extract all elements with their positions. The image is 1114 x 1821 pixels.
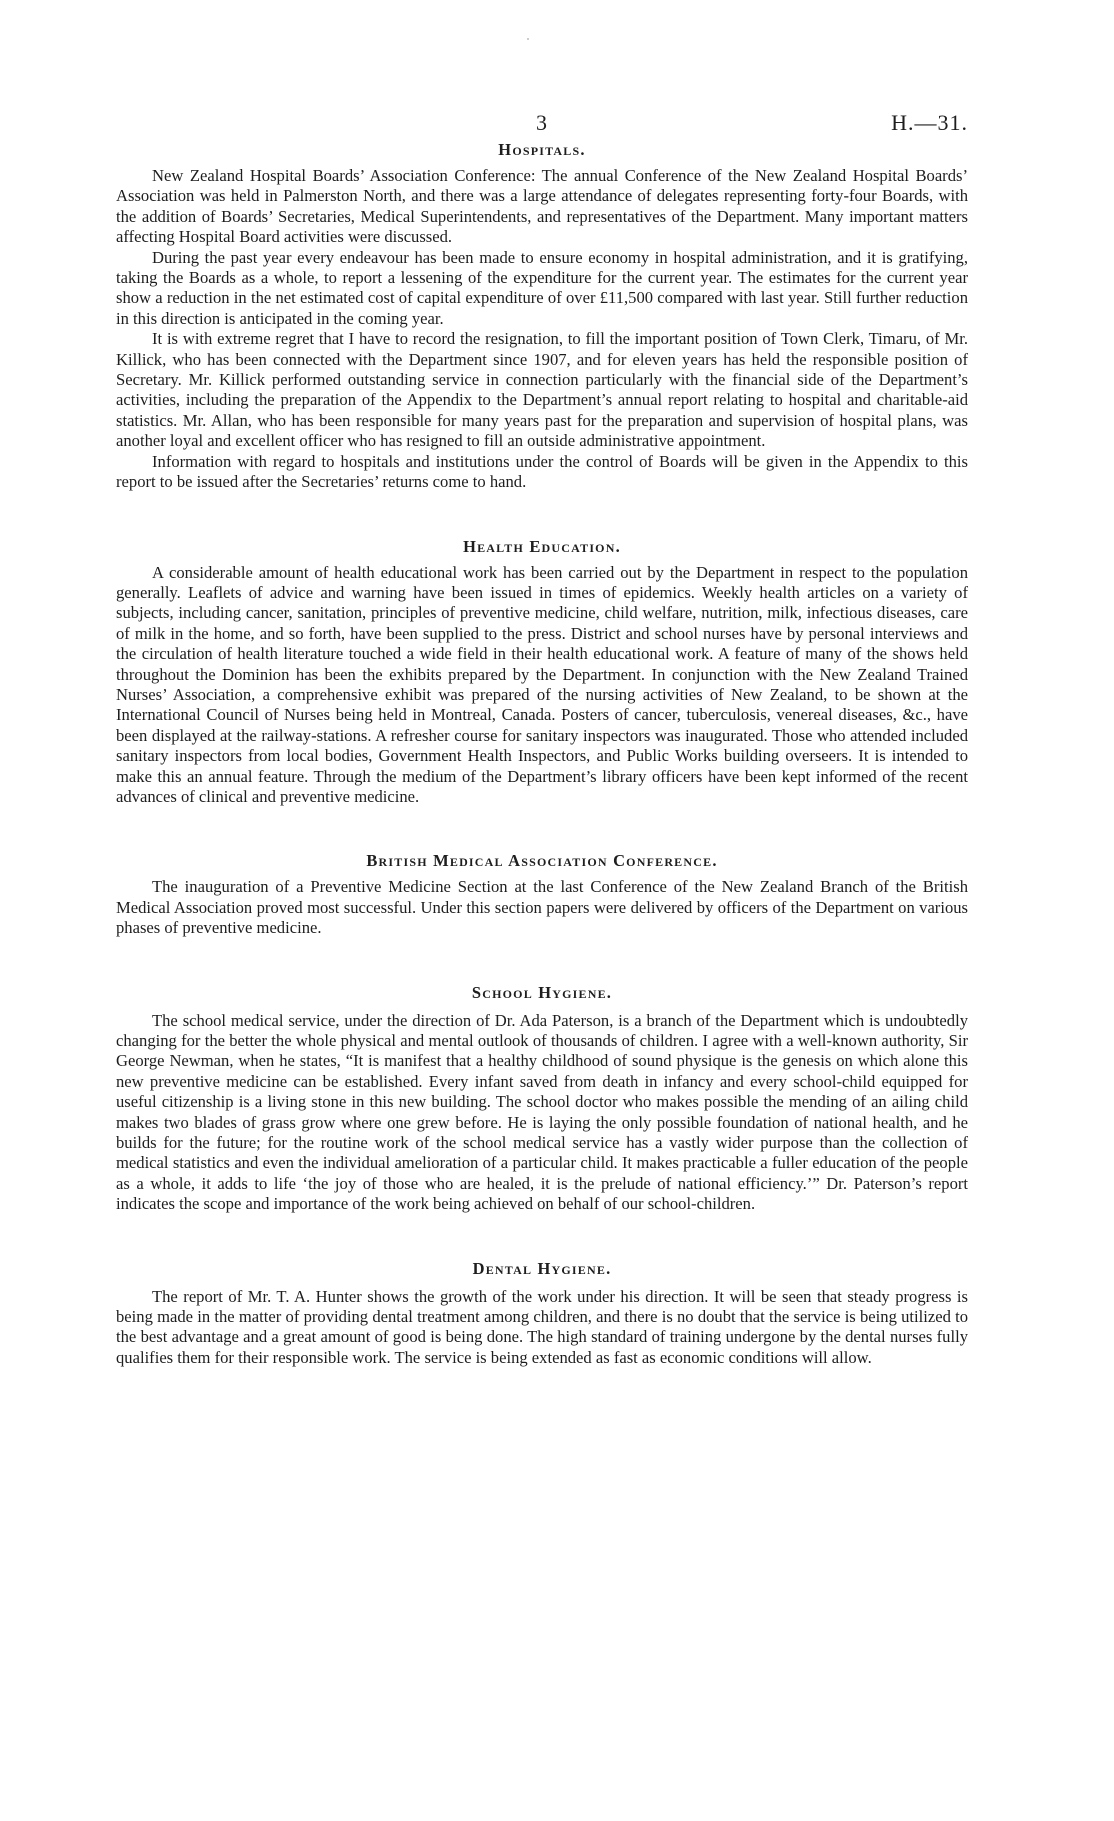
- page-number: 3: [536, 110, 548, 135]
- section-title: British Medical Association Conference.: [366, 851, 718, 871]
- paragraph: During the past year every endeavour has been made to ensure economy in hospital administration, and it is gratifying, taking the Boards as a whole, to report a lessening of the expenditure for the current year. The estimates for the current year show a reduction in the net estimated cost of capital expenditure of over £11,500 compared with last year. Still further reduction in this direction is anticipated in the coming year.: [116, 247, 968, 328]
- paragraph: It is with extreme regret that I have to record the resignation, to fill the important position of Town Clerk, Timaru, of Mr. Killick, who has been connected with the Department since 1907, and for eleven years has held the responsible position of Secretary. Mr. Killick performed outstanding service in connection particularly with the financial side of the Department’s activities, including the preparation of the Appendix to the Department’s annual report relating to hospital and charitable-aid statistics. Mr. Allan, who has been responsible for many years past for the preparation and supervision of hospital plans, was another loyal and excellent officer who has resigned to fill an outside administrative appointment.: [116, 329, 968, 451]
- section-bma-conference: [116, 851, 968, 938]
- section-dental-hygiene: [116, 1259, 968, 1369]
- section-title: Health Education.: [463, 536, 621, 556]
- document-page: [116, 104, 968, 1368]
- scan-speck: [527, 38, 529, 40]
- section-school-hygiene: [116, 983, 968, 1215]
- paragraph: New Zealand Hospital Boards’ Association Conference: The annual Conference of the New Zealand Hospital Boards’ Association was held in Palmerston North, and there was a large attendance of delegates representing forty-four Boards, with the addition of Boards’ Secretaries, Medical Superintendents, and representatives of the Department. Many important matters affecting Hospital Board activities were discussed.: [116, 166, 968, 247]
- section-title: Dental Hygiene.: [472, 1258, 612, 1278]
- paragraph: The school medical service, under the direction of Dr. Ada Paterson, is a branch of the Department which is undoubtedly changing for the better the whole physical and mental outlook of thousands of children. I agree with a well-known authority, Sir George Newman, when he states, “It is manifest that a healthy childhood of sound physique is the genesis on which alone this new preventive medicine can be established. Every infant saved from death in infancy and every school-child equipped for useful citizenship is a living stone in this new building. The school doctor who makes possible the mending of an ailing child makes two blades of grass grow where one grew before. He is laying the only possible foundation of national health, and he builds for the future; for the routine work of the school medical service has a vastly wider purpose than the collection of medical statistics and even the individual amelioration of a particular child. It makes practicable a fuller education of the people as a whole, it adds to life ‘the joy of those who are healed, it is the prelude of national efficiency.’” Dr. Paterson’s report indicates the scope and importance of the work being achieved on behalf of our school-children.: [116, 1010, 968, 1214]
- section-title: School Hygiene.: [471, 982, 613, 1002]
- paragraph: The inauguration of a Preventive Medicine Section at the last Conference of the New Zealand Branch of the British Medical Association proved most successful. Under this section papers were delivered by officers of the Department on various phases of preventive medicine.: [116, 877, 968, 938]
- section-title: Hospitals.: [498, 140, 586, 159]
- document-reference: H.—31.: [891, 110, 968, 135]
- paragraph: The report of Mr. T. A. Hunter shows the growth of the work under his direction. It will be seen that steady progress is being made in the matter of providing dental treatment among children, and there is no doubt that the service is being utilized to the best advantage and a great amount of good is being done. The high standard of training undergone by the dental nurses fully qualifies them for their responsible work. The service is being extended as fast as economic conditions will allow.: [116, 1286, 968, 1367]
- section-hospitals: [116, 140, 968, 493]
- paragraph: A considerable amount of health educational work has been carried out by the Department in respect to the population generally. Leaflets of advice and warning have been issued in times of epidemics. Weekly health articles on a variety of subjects, including cancer, sanitation, principles of preventive medicine, child welfare, nutrition, milk, infectious diseases, care of milk in the home, and so forth, have been supplied to the press. District and school nurses have by personal interviews and the circulation of health literature touched a wide field in their health educational work. A feature of many of the shows held throughout the Dominion has been the exhibits prepared by the Department. In conjunction with the New Zealand Trained Nurses’ Association, a comprehensive exhibit was prepared of the nursing activities of New Zealand, to be shown at the International Council of Nurses being held in Montreal, Canada. Posters of cancer, tuberculosis, venereal diseases, &c., have been displayed at the railway-stations. A refresher course for sanitary inspectors was inaugurated. Those who attended included sanitary inspectors from local bodies, Government Health Inspectors, and Public Works building overseers. It is intended to make this an annual feature. Through the medium of the Department’s library officers have been kept informed of the recent advances of clinical and preventive medicine.: [116, 562, 968, 806]
- section-health-education: [116, 537, 968, 808]
- paragraph: Information with regard to hospitals and institutions under the control of Boards will be given in the Appendix to this report to be issued after the Secretaries’ returns come to hand.: [116, 451, 968, 492]
- page-header: [116, 104, 968, 134]
